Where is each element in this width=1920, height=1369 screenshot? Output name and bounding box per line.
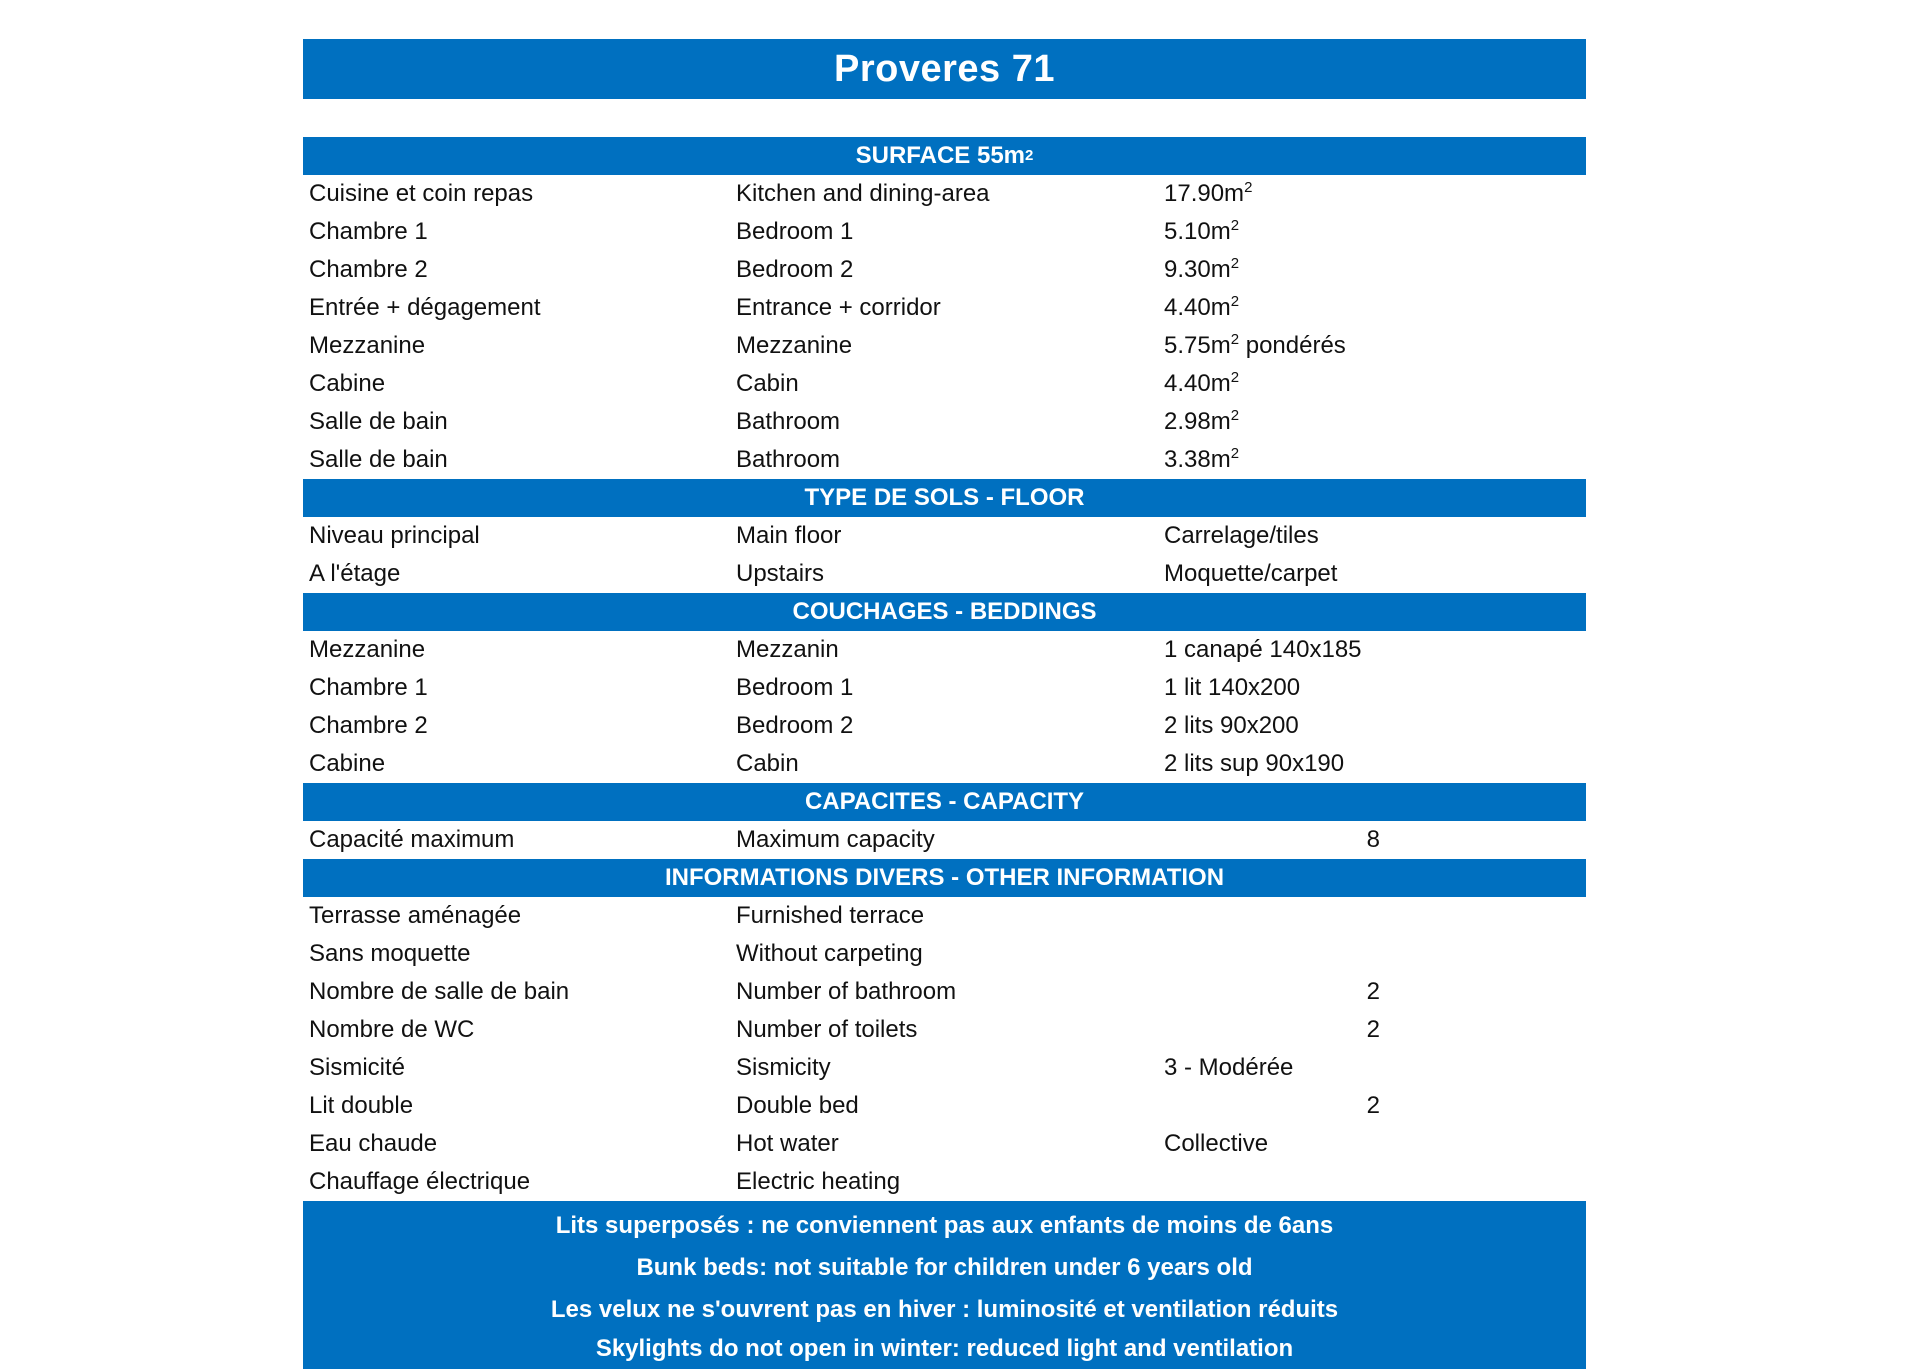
label-en: Cabin [736, 370, 799, 397]
value-text: 1 lit 140x200 [1164, 674, 1301, 701]
capacity-header-text: CAPACITES - CAPACITY [804, 788, 1085, 815]
table-row [303, 1163, 1586, 1201]
page-title [303, 39, 1586, 99]
value-text: 8 [1366, 826, 1380, 853]
table-row [303, 631, 1586, 669]
value-cell [1158, 636, 1586, 664]
property-sheet [303, 39, 1586, 1369]
value-cell [1158, 370, 1586, 398]
value-cell [1158, 674, 1586, 702]
label-en: Number of toilets [736, 1016, 918, 1043]
area-value: 17.90m [1164, 180, 1245, 207]
spacer [303, 99, 1586, 137]
value-text: Collective [1164, 1130, 1269, 1157]
table-row [303, 251, 1586, 289]
table-row [303, 897, 1586, 935]
area-exponent: 2 [1230, 293, 1240, 310]
area-value: 5.75m [1164, 332, 1231, 359]
label-fr: Chambre 1 [309, 218, 428, 245]
beddings-table [303, 631, 1586, 783]
label-en: Main floor [736, 522, 842, 549]
table-row [303, 1011, 1586, 1049]
note-line: Bunk beds: not suitable for children under 6 years old [636, 1254, 1253, 1281]
label-fr: Nombre de WC [309, 1016, 475, 1043]
label-fr: Terrasse aménagée [309, 902, 522, 929]
label-fr: Sans moquette [309, 940, 471, 967]
label-fr: Cabine [309, 370, 386, 397]
area-exponent: 2 [1230, 331, 1240, 348]
value-text: 2 [1366, 1016, 1380, 1043]
note-line: Les velux ne s'ouvrent pas en hiver : luminosité et ventilation réduits [550, 1296, 1339, 1323]
label-fr: Sismicité [309, 1054, 406, 1081]
value-cell [1158, 446, 1586, 474]
table-row [303, 517, 1586, 555]
section-header-surface: SURFACE 55m 2 [303, 137, 1586, 175]
capacity-table [303, 821, 1586, 859]
label-en: Double bed [736, 1092, 859, 1119]
value-cell [1158, 408, 1586, 436]
label-fr: Niveau principal [309, 522, 480, 549]
section-header-floor [303, 479, 1586, 517]
label-fr: Capacité maximum [309, 826, 515, 853]
table-row [303, 403, 1586, 441]
label-en: Bedroom 1 [736, 218, 854, 245]
section-header-capacity [303, 783, 1586, 821]
table-row [303, 935, 1586, 973]
note-line: Skylights do not open in winter: reduced light and ventilation [595, 1335, 1294, 1362]
floor-table [303, 517, 1586, 593]
section-header-other [303, 859, 1586, 897]
table-row [303, 1087, 1586, 1125]
other-table [303, 897, 1586, 1201]
label-fr: Chambre 1 [309, 674, 428, 701]
note-line: Lits superposés : ne conviennent pas aux enfants de moins de 6ans [555, 1212, 1334, 1239]
label-fr: Entrée + dégagement [309, 294, 541, 321]
area-value: 4.40m [1164, 294, 1231, 321]
area-value: 2.98m [1164, 408, 1231, 435]
label-en: Bathroom [736, 408, 841, 435]
other-header-text: INFORMATIONS DIVERS - OTHER INFORMATION [664, 864, 1225, 891]
value-cell [1158, 1092, 1586, 1120]
area-value: 3.38m [1164, 446, 1231, 473]
value-text: 3 - Modérée [1164, 1054, 1294, 1081]
label-fr: Mezzanine [309, 332, 426, 359]
table-row [303, 555, 1586, 593]
value-text: Carrelage/tiles [1164, 522, 1319, 549]
label-fr: Lit double [309, 1092, 414, 1119]
area-value: 9.30m [1164, 256, 1231, 283]
label-en: Without carpeting [736, 940, 923, 967]
value-text: 2 lits 90x200 [1164, 712, 1299, 739]
beddings-header-text: COUCHAGES - BEDDINGS [792, 598, 1097, 625]
table-row [303, 327, 1586, 365]
label-fr: A l'étage [309, 560, 401, 587]
area-value: 5.10m [1164, 218, 1231, 245]
label-en: Mezzanine [736, 332, 853, 359]
label-fr: Chauffage électrique [309, 1168, 531, 1195]
label-en: Bedroom 2 [736, 256, 854, 283]
value-cell [1158, 1130, 1586, 1158]
value-text: 2 [1366, 1092, 1380, 1119]
value-cell [1158, 978, 1586, 1006]
table-row [303, 1049, 1586, 1087]
value-cell [1158, 256, 1586, 284]
value-text: 2 lits sup 90x190 [1164, 750, 1345, 777]
table-row [303, 365, 1586, 403]
floor-header-text: TYPE DE SOLS - FLOOR [804, 484, 1085, 511]
label-fr: Eau chaude [309, 1130, 438, 1157]
label-fr: Salle de bain [309, 446, 448, 473]
area-exponent: 2 [1230, 445, 1240, 462]
value-cell [1158, 1016, 1586, 1044]
table-row [303, 441, 1586, 479]
table-row [303, 289, 1586, 327]
value-cell [1158, 750, 1586, 778]
value-text: 1 canapé 140x185 [1164, 636, 1362, 663]
table-row [303, 669, 1586, 707]
value-cell [1158, 560, 1586, 588]
value-cell [1158, 332, 1586, 360]
area-exponent: 2 [1230, 255, 1240, 272]
label-en: Bedroom 2 [736, 712, 854, 739]
value-text: Moquette/carpet [1164, 560, 1338, 587]
label-en: Cabin [736, 750, 799, 777]
title-text: Proveres 71 [834, 47, 1055, 90]
value-cell [1158, 294, 1586, 322]
label-en: Number of bathroom [736, 978, 957, 1005]
label-en: Electric heating [736, 1168, 901, 1195]
surface-header-text: SURFACE 55m [855, 142, 1026, 169]
table-row [303, 213, 1586, 251]
value-cell [1158, 522, 1586, 550]
label-en: Furnished terrace [736, 902, 925, 929]
table-row [303, 707, 1586, 745]
table-row [303, 821, 1586, 859]
label-en: Bathroom [736, 446, 841, 473]
area-suffix: pondérés [1239, 332, 1346, 359]
value-cell [1158, 712, 1586, 740]
label-en: Mezzanin [736, 636, 839, 663]
area-exponent: 2 [1230, 407, 1240, 424]
surface-table [303, 175, 1586, 479]
table-row [303, 745, 1586, 783]
label-fr: Nombre de salle de bain [309, 978, 570, 1005]
label-fr: Chambre 2 [309, 256, 428, 283]
label-en: Maximum capacity [736, 826, 935, 853]
table-row [303, 1125, 1586, 1163]
value-cell [1158, 218, 1586, 246]
label-fr: Cabine [309, 750, 386, 777]
label-en: Hot water [736, 1130, 839, 1157]
section-header-beddings [303, 593, 1586, 631]
area-exponent: 2 [1244, 179, 1253, 196]
area-value: 4.40m [1164, 370, 1231, 397]
label-fr: Chambre 2 [309, 712, 428, 739]
table-row [303, 175, 1586, 213]
label-fr: Mezzanine [309, 636, 426, 663]
label-en: Entrance + corridor [736, 294, 941, 321]
label-en: Kitchen and dining-area [736, 180, 990, 207]
value-cell [1158, 826, 1586, 854]
label-en: Upstairs [736, 560, 825, 587]
label-fr: Cuisine et coin repas [309, 180, 534, 207]
area-exponent: 2 [1230, 217, 1240, 234]
value-cell [1158, 1054, 1586, 1082]
table-row [303, 973, 1586, 1011]
label-fr: Salle de bain [309, 408, 448, 435]
area-exponent: 2 [1230, 369, 1240, 386]
value-text: 2 [1366, 978, 1380, 1005]
value-cell [1158, 180, 1586, 208]
label-en: Bedroom 1 [736, 674, 854, 701]
notes-box [303, 1201, 1586, 1369]
label-en: Sismicity [736, 1054, 831, 1081]
